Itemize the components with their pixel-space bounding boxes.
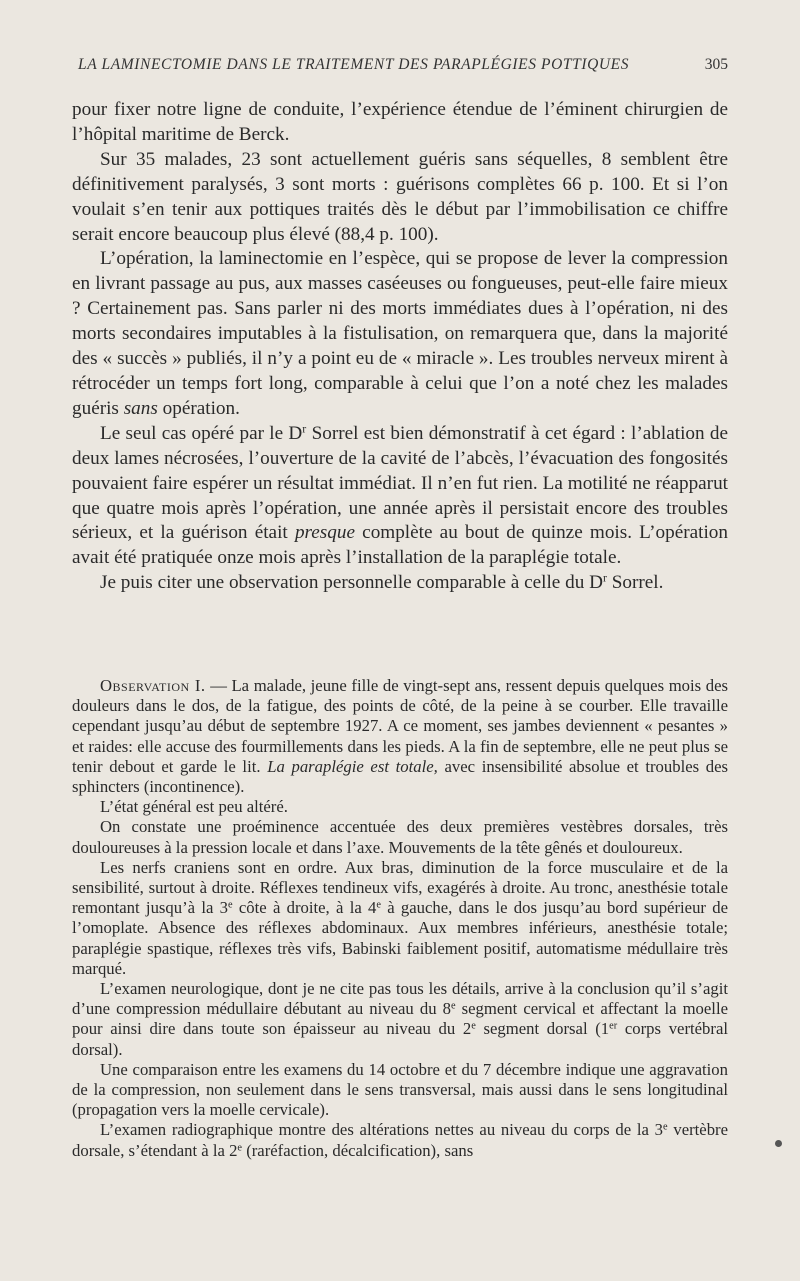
observation-block <box>72 676 728 1161</box>
text-run: Une comparaison entre les examens du 14 octobre et du 7 décembre indique une aggravation de la compression, non seulement dans le sens transversal, mais aussi dans le sens longitudinal (propagation vers la moelle cervicale). <box>72 1059 728 1120</box>
paragraph <box>72 98 728 148</box>
observation-paragraph <box>72 797 728 817</box>
text-run: segment cervical et affectant la moelle pour ainsi dire dans toute son épaisseur au niveau du 2 <box>72 999 728 1039</box>
italic-run: presque <box>294 522 355 544</box>
text-run: L’opération, la laminectomie en l’espèce, qui se propose de lever la compression en livrant passage au pus, aux masses caséeuses ou fongueuses, peut-elle faire mieux ? Certainement pas. Sans parler ni des morts immédiates dues à l’opération, ni des morts secondaires imputables à la fistulisation, on remarquera que, dans la majorité des « succès » publiés, il n’y a point eu de « miracle ». Les troubles nerveux mirent à rétrocéder un temps fort long, comparable à celui que l’on a noté chez les malades guéris <box>72 248 728 419</box>
text-run: Le seul cas opéré par le D <box>100 422 303 444</box>
text-run: Sur 35 malades, 23 sont actuellement guéris sans séquelles, 8 semblent être définitivement paralysés, 3 sont morts : guérisons complètes 66 p. 100. Et si l’on voulait s’en tenir aux pottiques traités dès le début par l’immobilisation ce chiffre serait encore beaucoup plus élevé (88,4 p. 100). <box>72 148 728 245</box>
italic-run: La paraplégie est totale, <box>267 756 438 776</box>
text-run: Sorrel. <box>611 572 664 594</box>
superscript: r <box>302 421 307 436</box>
text-run: corps vertébral dorsal). <box>72 1019 728 1059</box>
text-run: Sorrel est bien démonstratif à cet égard : l’ablation de deux lames nécrosées, l’ouverture de la cavité de l’abcès, l’évacuation des fongosités pouvaient faire espérer un résultat immédiat. Il n’en fut rien. La motilité ne réapparut que quatre mois après l’opération, une année après il persistait encore des troubles sérieux, et la guérison était <box>72 422 728 544</box>
text-run: vertèbre dorsale, s’étendant à la 2 <box>72 1120 729 1160</box>
page-number: 305 <box>704 56 728 73</box>
text-run: à gauche, dans le dos jusqu’au bord supérieur de l’omoplate. Absence des réflexes abdominaux. Aux membres inférieurs, anesthésie totale; paraplégie spastique, réflexes très vifs, Babinski faiblement positif, automatisme médullaire très marqué. <box>72 898 728 978</box>
main-text <box>72 98 728 596</box>
text-run: L’examen radiographique montre des altérations nettes au niveau du corps de la 3 <box>100 1120 664 1140</box>
text-run: L’examen neurologique, dont je ne cite pas tous les détails, arrive à la conclusion qu’il s’agit d’une compression médullaire débutant au niveau du 8 <box>72 979 728 1019</box>
observation-paragraph <box>72 676 728 797</box>
observation-paragraph <box>72 1060 728 1121</box>
text-run: (raréfaction, décalcification), sans <box>246 1140 474 1160</box>
observation-paragraph <box>72 858 728 979</box>
observation-paragraph <box>72 817 728 857</box>
paragraph <box>72 571 728 596</box>
text-run: avec insensibilité absolue et troubles des sphincters (incontinence). <box>72 756 729 797</box>
superscript: r <box>602 570 607 585</box>
superscript: e <box>376 899 381 911</box>
text-run: complète au bout de quinze mois. L’opération avait été pratiquée onze mois après l’installation de la paraplégie totale. <box>72 522 728 569</box>
observation-paragraph <box>72 1120 728 1160</box>
text-run: côte à droite, à la 4 <box>238 898 377 918</box>
superscript: er <box>609 1020 618 1032</box>
ink-spot <box>775 1140 782 1147</box>
paragraph <box>72 422 728 571</box>
text-run: On constate une proéminence accentuée des deux premières vestèbres dorsales, très douloureuses à la pression locale et dans l’axe. Mouvements de la tête gênés et douloureux. <box>72 817 728 857</box>
text-run: — La malade, jeune fille de vingt-sept ans, ressent depuis quelques mois des douleurs dans le dos, de la fatigue, des points de côté, de la peine à se courber. Elle travaille cependant jusqu’au début de septembre 1927. A ce moment, ses jambes deviennent « pesantes » et raides: elle accuse des fourmillements dans les pieds. A la fin de septembre, elle ne peut plus se tenir debout et garde le lit. <box>72 676 729 776</box>
paragraph <box>72 247 728 421</box>
paragraph <box>72 148 728 248</box>
text-run: pour fixer notre ligne de conduite, l’expérience étendue de l’éminent chirurgien de l’hôpital maritime de Berck. <box>72 99 728 145</box>
observation-heading: Observation I. <box>100 676 206 695</box>
superscript: e <box>237 1141 243 1153</box>
text-run: Je puis citer une observation personnelle comparable à celle du D <box>100 572 603 594</box>
superscript: e <box>228 899 233 911</box>
running-title: LA LAMINECTOMIE DANS LE TRAITEMENT DES PARAPLÉGIES POTTIQUES <box>78 56 630 73</box>
running-header <box>78 56 728 74</box>
text-run: opération. <box>162 397 240 419</box>
superscript: e <box>663 1121 668 1133</box>
text-run: segment dorsal (1 <box>483 1019 610 1039</box>
observation-paragraph <box>72 979 728 1060</box>
text-run: L’état général est peu altéré. <box>100 797 288 817</box>
italic-run: sans <box>123 397 158 419</box>
superscript: e <box>450 1000 456 1012</box>
text-run: Les nerfs craniens sont en ordre. Aux bras, diminution de la force musculaire et de la sensibilité, surtout à droite. Réflexes tendineux vifs, exagérés à droite. Au tronc, anesthésie totale remontant jusqu’à la 3 <box>72 857 728 918</box>
superscript: e <box>471 1020 476 1032</box>
